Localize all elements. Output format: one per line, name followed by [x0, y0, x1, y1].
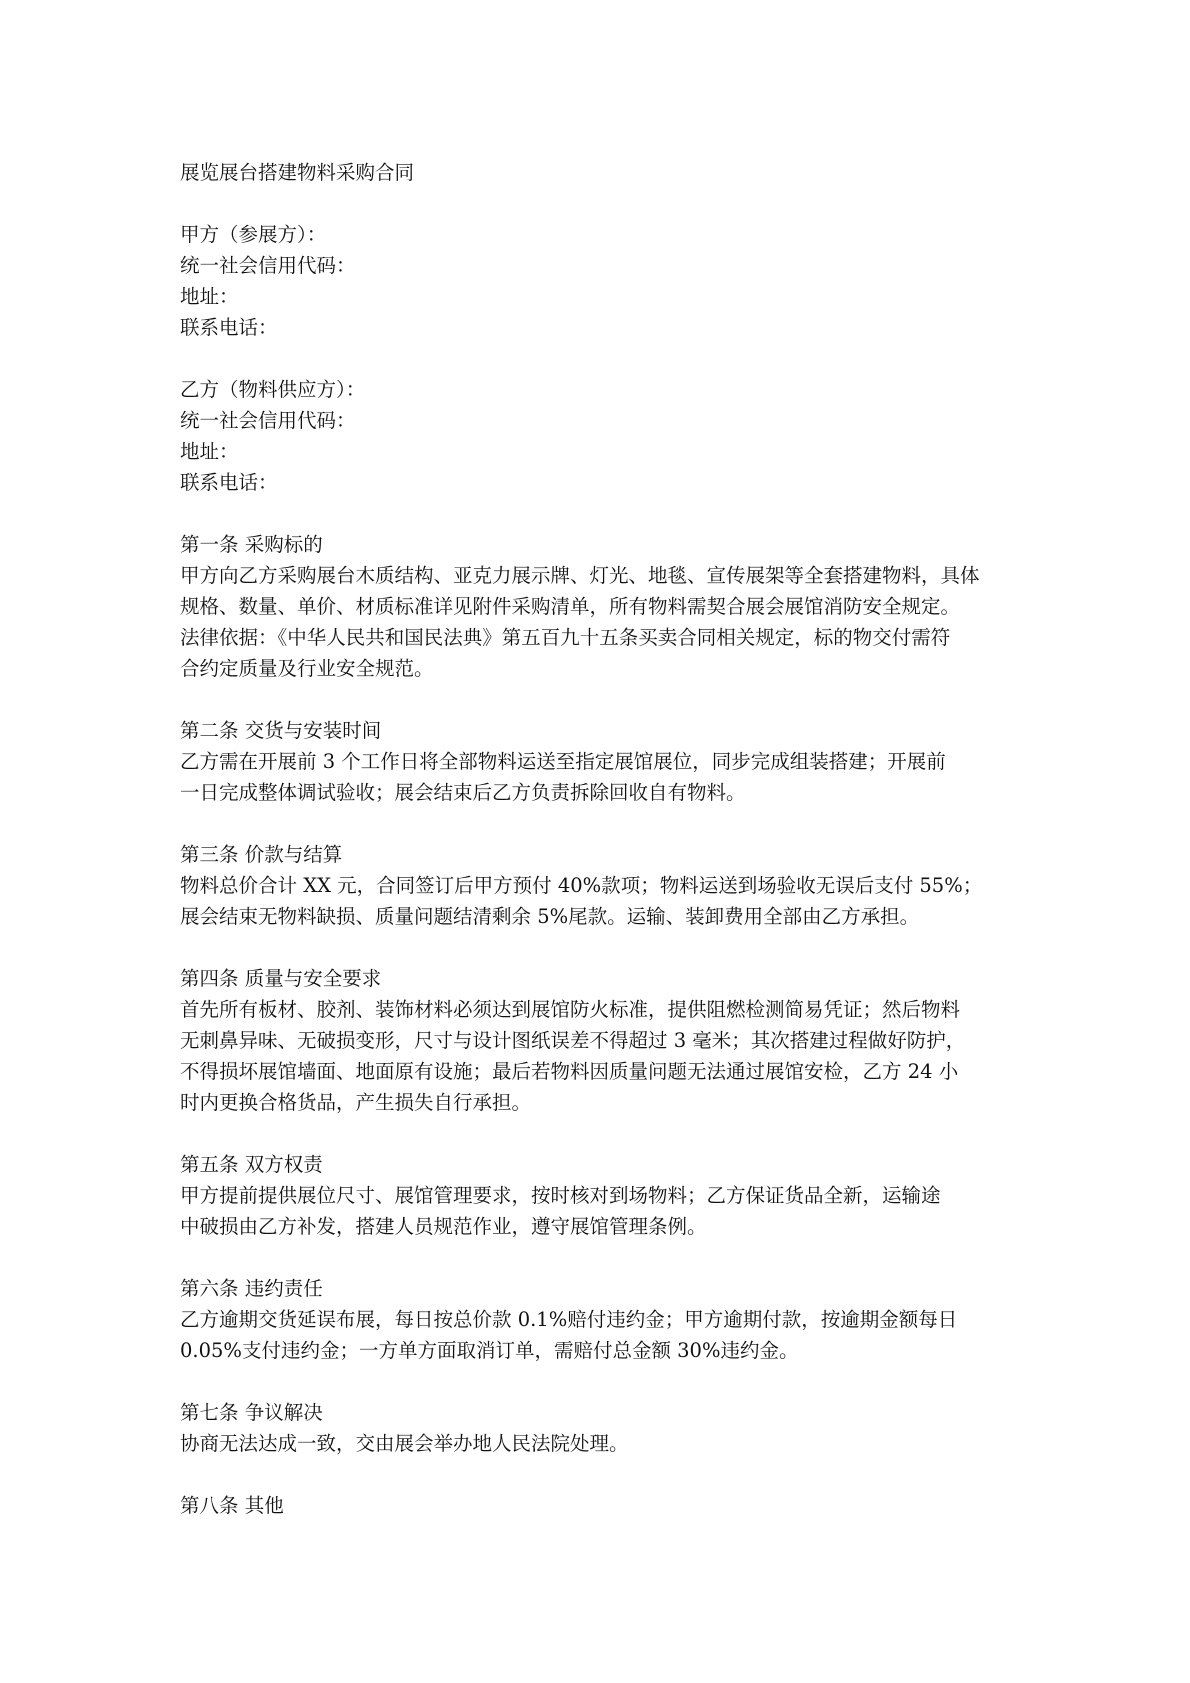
- article-line: 无刺鼻异味、无破损变形，尺寸与设计图纸误差不得超过 3 毫米；其次搭建过程做好防护，: [180, 1029, 966, 1052]
- party-b-phone: 联系电话：: [180, 471, 278, 494]
- article-line: 乙方需在开展前 3 个工作日将全部物料运送至指定展馆展位，同步完成组装搭建；开展前: [180, 750, 946, 773]
- article-2: [180, 715, 1016, 808]
- article-line: 展会结束无物料缺损、质量问题结清剩余 5%尾款。运输、装卸费用全部由乙方承担。: [180, 905, 920, 928]
- article-4: [180, 963, 1016, 1118]
- party-a-label: 甲方（参展方）：: [180, 223, 327, 246]
- article-line: 规格、数量、单价、材质标准详见附件采购清单，所有物料需契合展会展馆消防安全规定。: [180, 595, 961, 618]
- party-a-block: [180, 219, 1016, 343]
- article-line: 0.05%支付违约金；一方单方面取消订单，需赔付总金额 30%违约金。: [180, 1339, 799, 1362]
- article-line: 时内更换合格货品，产生损失自行承担。: [180, 1091, 532, 1114]
- article-heading: 第四条 质量与安全要求: [180, 967, 382, 990]
- article-line: 物料总价合计 XX 元，合同签订后甲方预付 40%款项；物料运送到场验收无误后支付 55%；: [180, 874, 983, 897]
- party-b-label: 乙方（物料供应方）：: [180, 378, 366, 401]
- article-line: 乙方逾期交货延误布展，每日按总价款 0.1%赔付违约金；甲方逾期付款，按逾期金额每日: [180, 1308, 958, 1331]
- spacer: [180, 932, 1016, 963]
- article-heading: 第三条 价款与结算: [180, 843, 343, 866]
- party-a-phone: 联系电话：: [180, 316, 278, 339]
- spacer: [180, 498, 1016, 529]
- article-heading: 第一条 采购标的: [180, 533, 323, 556]
- article-line: 协商无法达成一致，交由展会举办地人民法院处理。: [180, 1432, 629, 1455]
- article-1: [180, 529, 1016, 684]
- article-heading: 第八条 其他: [180, 1494, 284, 1517]
- party-b-credit-code: 统一社会信用代码：: [180, 409, 356, 432]
- party-b-address: 地址：: [180, 440, 239, 463]
- article-line: 甲方提前提供展位尺寸、展馆管理要求，按时核对到场物料；乙方保证货品全新，运输途: [180, 1184, 941, 1207]
- document-body: [180, 157, 1016, 1521]
- article-line: 合约定质量及行业安全规范。: [180, 657, 434, 680]
- article-5: [180, 1149, 1016, 1242]
- spacer: [180, 808, 1016, 839]
- spacer: [180, 1366, 1016, 1397]
- article-heading: 第五条 双方权责: [180, 1153, 323, 1176]
- spacer: [180, 1118, 1016, 1149]
- spacer: [180, 684, 1016, 715]
- spacer: [180, 343, 1016, 374]
- article-6: [180, 1273, 1016, 1366]
- article-line: 不得损坏展馆墙面、地面原有设施；最后若物料因质量问题无法通过展馆安检，乙方 24 小: [180, 1060, 959, 1083]
- spacer: [180, 188, 1016, 219]
- article-line: 一日完成整体调试验收；展会结束后乙方负责拆除回收自有物料。: [180, 781, 746, 804]
- article-line: 甲方向乙方采购展台木质结构、亚克力展示牌、灯光、地毯、宣传展架等全套搭建物料，具体: [180, 564, 980, 587]
- article-heading: 第二条 交货与安装时间: [180, 719, 382, 742]
- article-8: [180, 1490, 1016, 1521]
- article-line: 首先所有板材、胶剂、装饰材料必须达到展馆防火标准，提供阻燃检测简易凭证；然后物料: [180, 998, 961, 1021]
- party-a-credit-code: 统一社会信用代码：: [180, 254, 356, 277]
- spacer: [180, 1242, 1016, 1273]
- article-line: 法律依据：《中华人民共和国民法典》第五百九十五条买卖合同相关规定，标的物交付需符: [180, 626, 951, 649]
- article-heading: 第六条 违约责任: [180, 1277, 323, 1300]
- spacer: [180, 1459, 1016, 1490]
- article-7: [180, 1397, 1016, 1459]
- party-a-address: 地址：: [180, 285, 239, 308]
- article-heading: 第七条 争议解决: [180, 1401, 323, 1424]
- article-3: [180, 839, 1016, 932]
- document-title: 展览展台搭建物料采购合同: [180, 161, 415, 184]
- article-line: 中破损由乙方补发，搭建人员规范作业，遵守展馆管理条例。: [180, 1215, 707, 1238]
- party-b-block: [180, 374, 1016, 498]
